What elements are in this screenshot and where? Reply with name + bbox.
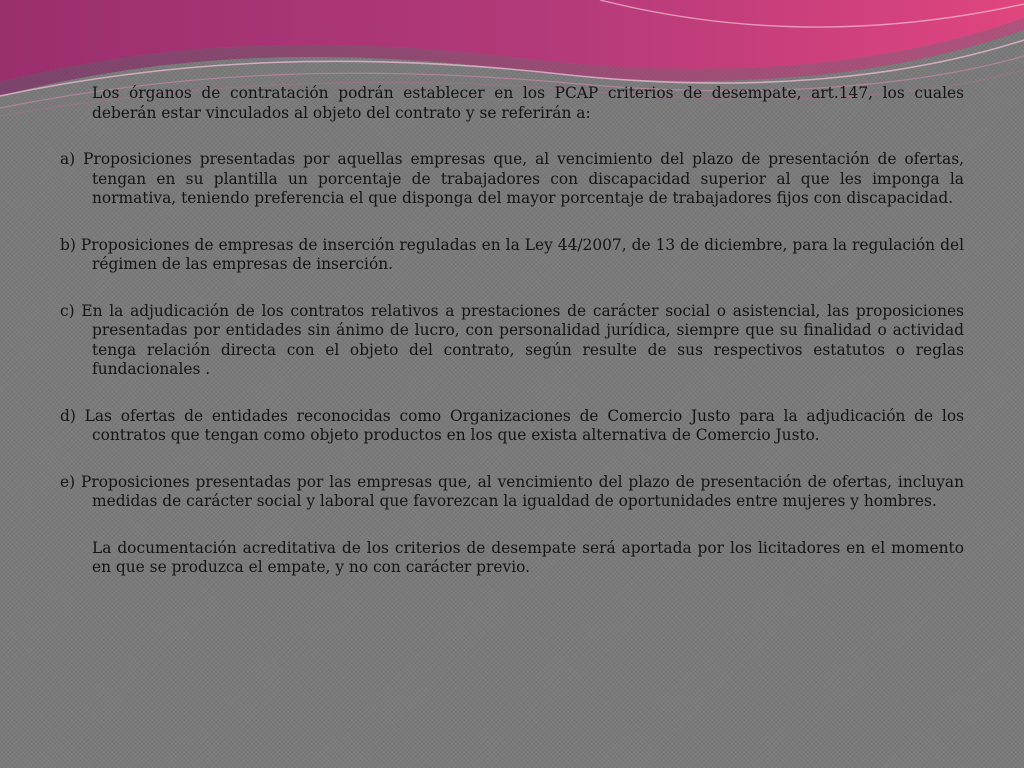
criterion-b-paragraph: b) Proposiciones de empresas de inserción reguladas en la Ley 44/2007, de 13 de diciembre, para la regulación del régimen de las empresas de inserción.: [60, 235, 964, 273]
criterion-e-paragraph: e) Proposiciones presentadas por las empresas que, al vencimiento del plazo de presentación de ofertas, incluyan medidas de carácter social y laboral que favorezcan la igualdad de oportunidades entre mujeres y hombres.: [60, 472, 964, 510]
criterion-d-paragraph: d) Las ofertas de entidades reconocidas como Organizaciones de Comercio Justo para la adjudicación de los contratos que tengan como objeto productos en los que exista alternativa de Comercio Justo.: [60, 406, 964, 444]
criterion-c-paragraph: c) En la adjudicación de los contratos relativos a prestaciones de carácter social o asistencial, las proposiciones presentadas por entidades sin ánimo de lucro, con personalidad jurídica, siempre que su finalidad o actividad tenga relación directa con el objeto del contrato, según resulte de sus respectivos estatutos o reglas fundacionales .: [60, 301, 964, 378]
closing-paragraph: La documentación acreditativa de los criterios de desempate será aportada por los licitadores en el momento en que se produzca el empate, y no con carácter previo.: [92, 538, 964, 576]
intro-paragraph: Los órganos de contratación podrán establecer en los PCAP criterios de desempate, art.147, los cuales deberán estar vinculados al objeto del contrato y se referirán a:: [92, 84, 964, 122]
document-body: [60, 84, 964, 605]
criterion-a-paragraph: a) Proposiciones presentadas por aquellas empresas que, al vencimiento del plazo de presentación de ofertas, tengan en su plantilla un porcentaje de trabajadores con discapacidad superior al que les imponga la normativa, teniendo preferencia el que disponga del mayor porcentaje de trabajadores fijos con discapacidad.: [60, 150, 964, 207]
